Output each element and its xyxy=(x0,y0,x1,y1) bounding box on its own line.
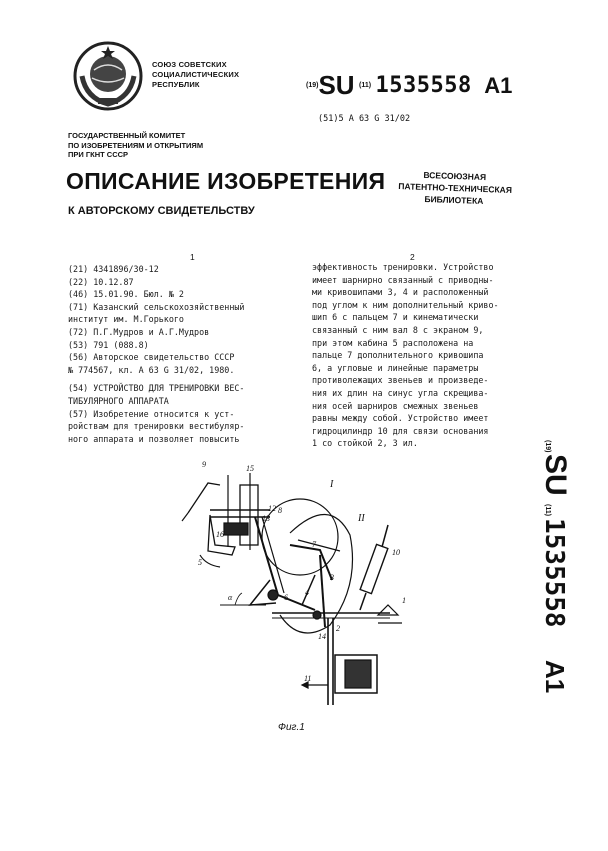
side-country-code: SU xyxy=(539,454,572,496)
side-number-tag: (11) xyxy=(544,504,551,517)
column-number-right: 2 xyxy=(410,252,415,262)
text-line: ного аппарата и позволяет повысить xyxy=(68,433,240,444)
stamp-line: ВСЕСОЮЗНАЯ xyxy=(423,169,487,183)
library-stamp xyxy=(397,168,511,228)
text-line: ройствам для тренировки вестибуляр- xyxy=(68,421,245,432)
figure-label: 12 xyxy=(268,504,276,513)
stamp-line: ПАТЕНТНО-ТЕХНИЧЕСКАЯ xyxy=(398,181,513,196)
text-line: ТИБУЛЯРНОГО АППАРАТА xyxy=(68,395,169,406)
side-country-tag: (19) xyxy=(544,440,551,453)
figure-label: 3 xyxy=(330,573,334,582)
figure-label: 2 xyxy=(336,624,340,633)
figure-label: 1 xyxy=(402,596,406,605)
org-line: СОЮЗ СОВЕТСКИХ xyxy=(152,60,227,69)
text-line: шип 6 с пальцем 7 и кинематически xyxy=(312,312,479,323)
ussr-emblem-icon xyxy=(72,40,144,112)
figure-label: 5 xyxy=(198,558,202,567)
text-line: пальце 7 дополнительного кривошипа xyxy=(312,350,484,361)
country-tag: (19) xyxy=(306,82,319,89)
text-line: (56) Авторское свидетельство СССР xyxy=(68,352,235,363)
document-subtitle: К АВТОРСКОМУ СВИДЕТЕЛЬСТВУ xyxy=(68,205,255,217)
text-line: (72) П.Г.Мудров и А.Г.Мудров xyxy=(68,326,210,337)
country-org-block xyxy=(152,60,239,90)
text-line: (54) УСТРОЙСТВО ДЛЯ ТРЕНИРОВКИ ВЕС- xyxy=(68,383,245,394)
side-number: 1535558 xyxy=(539,518,569,628)
text-line: гидроцилиндр 10 для связи основания xyxy=(312,425,489,436)
text-line: институт им. М.Горького xyxy=(68,314,184,325)
text-line: имеет шарнирно связанный с приводны- xyxy=(312,274,494,285)
text-line: ния осей шарниров смежных звеньев xyxy=(312,400,479,411)
publication-number xyxy=(306,70,512,101)
figure-label: 9 xyxy=(202,460,206,469)
text-line: (46) 15.01.90. Бюл. № 2 xyxy=(68,289,184,300)
figure-label: 6 xyxy=(284,593,288,602)
committee-line: ГОСУДАРСТВЕННЫЙ КОМИТЕТ xyxy=(68,131,186,140)
text-line: (21) 4341896/30-12 xyxy=(68,264,159,274)
figure-label: 14 xyxy=(318,632,326,641)
org-line: СОЦИАЛИСТИЧЕСКИХ xyxy=(152,70,240,79)
side-patent-number xyxy=(528,438,578,706)
text-line: ния их длин на синус угла скрещива- xyxy=(312,387,489,398)
figure-caption: Фиг.1 xyxy=(278,722,305,733)
kind-code: A1 xyxy=(484,72,513,98)
text-line: ми кривошипами 3, 4 и расположенный xyxy=(312,287,489,298)
figure-label: I xyxy=(330,479,334,490)
patent-number: 1535558 xyxy=(375,73,472,98)
committee-line: ПРИ ГКНТ СССР xyxy=(68,150,129,159)
text-line: (57) Изобретение относится к уст- xyxy=(68,408,235,419)
mechanism-drawing xyxy=(180,455,420,715)
figure-label: 4 xyxy=(305,588,309,597)
text-line: при этом кабина 5 расположена на xyxy=(312,337,474,348)
stamp-line: БИБЛИОТЕКА xyxy=(424,193,484,207)
figure-label: 13 xyxy=(262,514,270,523)
figure-label: α xyxy=(228,593,233,602)
figure-label: 10 xyxy=(392,548,400,557)
text-line: 1 со стойкой 2, 3 ил. xyxy=(312,438,418,449)
figure-label: 8 xyxy=(278,506,282,515)
committee-block xyxy=(68,131,203,160)
ipc-class: (51)5 А 63 G 31/02 xyxy=(318,114,411,124)
org-line: РЕСПУБЛИК xyxy=(152,80,200,89)
figure-label: 7 xyxy=(312,540,316,549)
text-line: (22) 10.12.87 xyxy=(68,276,134,287)
side-kind-code: A1 xyxy=(540,660,570,694)
number-tag: (11) xyxy=(359,82,372,89)
text-line: связанный с ним вал 8 с экраном 9, xyxy=(312,324,484,335)
figure-label: 11 xyxy=(304,674,312,683)
text-line: эффективность тренировки. Устройство xyxy=(312,262,494,272)
text-line: (53) 791 (088.8) xyxy=(68,339,149,350)
text-line: (71) Казанский сельскохозяйственный xyxy=(68,301,245,312)
column-number-left: 1 xyxy=(190,252,195,262)
document-title: ОПИСАНИЕ ИЗОБРЕТЕНИЯ xyxy=(66,168,386,194)
committee-line: ПО ИЗОБРЕТЕНИЯМ И ОТКРЫТИЯМ xyxy=(68,140,204,150)
text-line: под углом к ним дополнительный криво- xyxy=(312,299,499,310)
bibliographic-column xyxy=(68,263,244,445)
text-line: равны между собой. Устройство имеет xyxy=(312,413,489,424)
abstract-column xyxy=(312,261,499,450)
text-line: противолежащих звеньев и произведе- xyxy=(312,375,489,386)
text-line: № 774567, кл. А 63 G 31/02, 1980. xyxy=(68,364,235,375)
figure-label: 16 xyxy=(216,530,224,539)
country-code: SU xyxy=(318,70,355,100)
text-line: 6, а угловые и линейные параметры xyxy=(312,362,479,373)
figure-label: II xyxy=(358,513,365,524)
figure-label: 15 xyxy=(246,464,254,473)
